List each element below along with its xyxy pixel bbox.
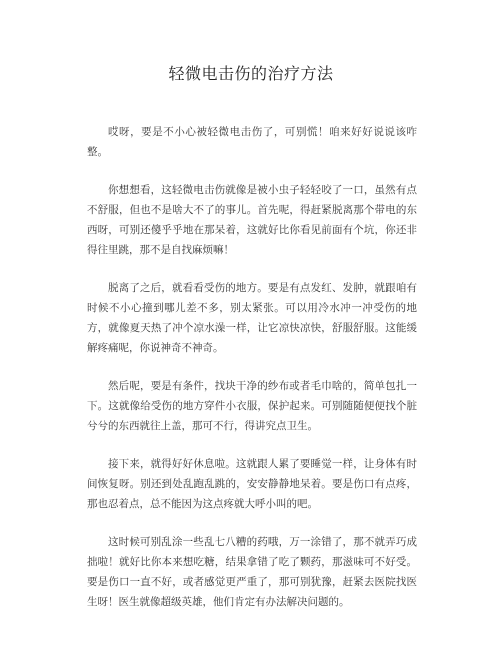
document-title: 轻微电击伤的治疗方法 [168, 64, 334, 83]
paragraph-6: 这时候可别乱涂一些乱七八糟的药哦，万一涂错了，那不就弄巧成拙啦！就好比你本来想吃糖，结果拿错了吃了颗药，那滋味可不好受。要是伤口一直不好，或者感觉更严重了，那可别犹豫，赶紧去医院找医生呀！医生就像超级英雄，他们肯定有办法解决问题的。 [87, 536, 417, 608]
paragraph-4: 然后呢，要是有条件，找块干净的纱布或者毛巾啥的，简单包扎一下。这就像给受伤的地方穿件小衣服，保护起来。可别随随便便找个脏兮兮的东西就往上盖，那可不行，得讲究点卫生。 [87, 380, 417, 432]
paragraph-5: 接下来，就得好好休息啦。这就跟人累了要睡觉一样，让身体有时间恢复呀。别还到处乱跑乱跳的，安安静静地呆着。要是伤口有点疼，那也忍着点，总不能因为这点疼就大呼小叫的吧。 [87, 458, 417, 510]
paragraph-3: 脱离了之后，就看看受伤的地方。要是有点发红、发肿，就跟咱有时候不小心撞到哪儿差不多，别太紧张。可以用冷水冲一冲受伤的地方，就像夏天热了冲个凉水澡一样，让它凉快凉快，舒服舒服。这能缓解疼痛呢，你说神奇不神奇。 [87, 282, 417, 354]
document-body [87, 122, 417, 630]
paragraph-1: 哎呀，要是不小心被轻微电击伤了，可别慌！咱来好好说说该咋整。 [87, 126, 417, 158]
paragraph-2: 你想想看，这轻微电击伤就像是被小虫子轻轻咬了一口，虽然有点不舒服，但也不是啥大不了的事儿。首先呢，得赶紧脱离那个带电的东西呀，可别还傻乎乎地在那呆着，这就好比你看见前面有个坑，你还非得往里跳，那不是自找麻烦嘛！ [87, 184, 417, 256]
